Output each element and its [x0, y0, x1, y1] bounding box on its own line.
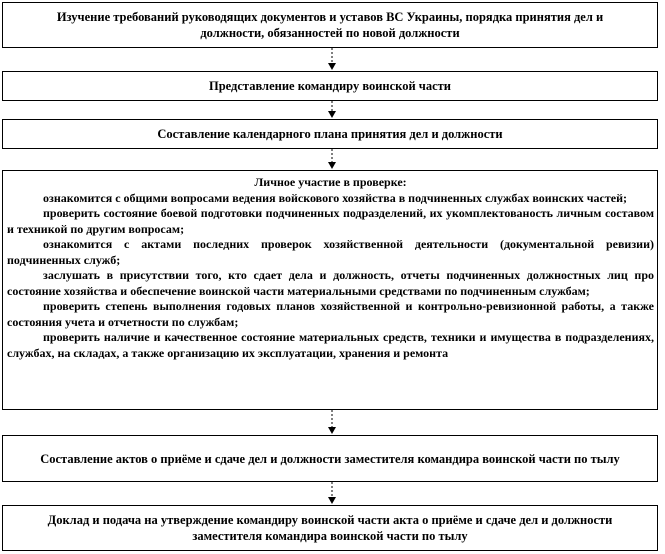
- step-box-calendar-plan: [2, 119, 658, 149]
- step-box-personal-inspection: [2, 170, 658, 410]
- step-box-report-approval: [2, 505, 658, 551]
- step-text: Доклад и подача на утверждение командиру воинской части акта о приёме и сдаче дел и должности заместителя командира воинской части по тылу: [47, 513, 613, 543]
- step-box-report-to-commander: [2, 71, 658, 101]
- inspection-item: проверить наличие и качественное состояние материальных средств, техники и имущества в подразделениях, службах, на складах, а также организацию их эксплуатации, хранения и ремонта: [7, 330, 654, 360]
- arrow-connector: [321, 482, 343, 505]
- inspection-item: заслушать в присутствии того, кто сдает дела и должность, отчеты подчиненных должностных лиц про состояние хозяйства и обеспечение воинской части материальными средствами по подчиненным службам;: [7, 268, 654, 298]
- step-text: Изучение требований руководящих документов и уставов ВС Украины, порядка принятия дел и должности, обязанностей по новой должности: [56, 10, 604, 40]
- inspection-item: проверить состояние боевой подготовки подчиненных подразделений, их укомплектованость личным составом и техникой по другим вопросам;: [7, 206, 654, 236]
- step-box-study-requirements: [2, 2, 658, 48]
- step-text: Представление командиру воинской части: [209, 79, 451, 93]
- arrow-connector: [321, 410, 343, 435]
- step-text: Составление актов о приёме и сдаче дел и должности заместителя командира воинской части по тылу: [40, 451, 620, 466]
- arrow-connector: [321, 149, 343, 170]
- inspection-item: ознакомится с актами последних проверок хозяйственной деятельности (документальной ревизии) подчиненных служб;: [7, 237, 654, 267]
- inspection-item: ознакомится с общими вопросами ведения войскового хозяйства в подчиненных службах воинских частей;: [43, 190, 627, 205]
- step-text: Составление календарного плана принятия дел и должности: [157, 127, 503, 141]
- inspection-heading: Личное участие в проверке:: [254, 175, 407, 189]
- inspection-item: проверить степень выполнения годовых планов хозяйственной и контрольно-ревизионной работы, а также состояния учета и отчетности по службам;: [7, 299, 654, 329]
- arrow-connector: [321, 101, 343, 119]
- arrow-connector: [321, 48, 343, 71]
- step-box-acceptance-acts: [2, 435, 658, 482]
